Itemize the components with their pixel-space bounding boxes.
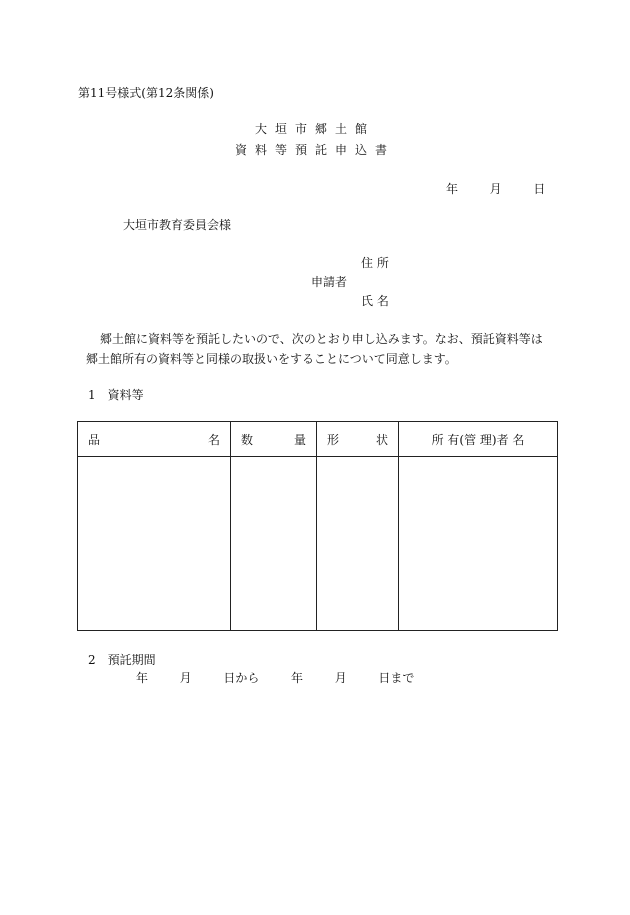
date-year-label: 年 [446,182,459,196]
column-header-shape-left: 形 [327,432,340,447]
column-header-shape [317,422,399,457]
column-header-quantity [231,422,317,457]
table-row [78,457,558,631]
column-header-owner-name: 所 有(管 理)者 名 [399,422,558,457]
applicant-label: 申請者 [311,275,348,289]
materials-table [77,421,558,631]
column-header-item-name [78,422,231,457]
application-statement: 郷土館に資料等を預託したいので、次のとおり申し込みます。なお、預託資料等は郷土館所有の資料等と同様の取扱いをすることについて同意します。 [86,332,543,366]
deposit-period-row [136,669,414,686]
item-name-cell[interactable] [78,457,231,631]
shape-cell[interactable] [317,457,399,631]
date-month-label: 月 [489,182,502,196]
form-number: 第11号様式(第12条関係) [78,86,214,100]
section-heading-deposit-period: 2 預託期間 [88,653,156,667]
column-header-quantity-left: 数 [241,432,254,447]
addressee: 大垣市教育委員会様 [123,218,232,232]
table-header-row [78,422,558,457]
column-header-quantity-right: 量 [293,432,306,447]
period-end-day-label: 日まで [378,671,415,685]
period-end-year-label: 年 [291,671,304,685]
column-header-shape-right: 状 [375,432,388,447]
applicant-name-label: 氏 名 [361,294,389,308]
date-row [446,180,545,197]
period-start-year-label: 年 [136,671,149,685]
period-end-month-label: 月 [334,671,347,685]
section-heading-materials: 1 資料等 [88,388,144,402]
column-header-item-name-right: 名 [207,432,220,447]
date-day-label: 日 [533,182,546,196]
applicant-address-label: 住 所 [361,256,389,270]
period-start-day-label: 日から [223,671,260,685]
column-header-item-name-left: 品 [88,432,101,447]
quantity-cell[interactable] [231,457,317,631]
document-title-line1: 大垣市郷土館 [254,122,375,136]
period-start-month-label: 月 [179,671,192,685]
document-title-line2: 資料等預託申込書 [234,143,395,157]
owner-name-cell[interactable] [399,457,558,631]
